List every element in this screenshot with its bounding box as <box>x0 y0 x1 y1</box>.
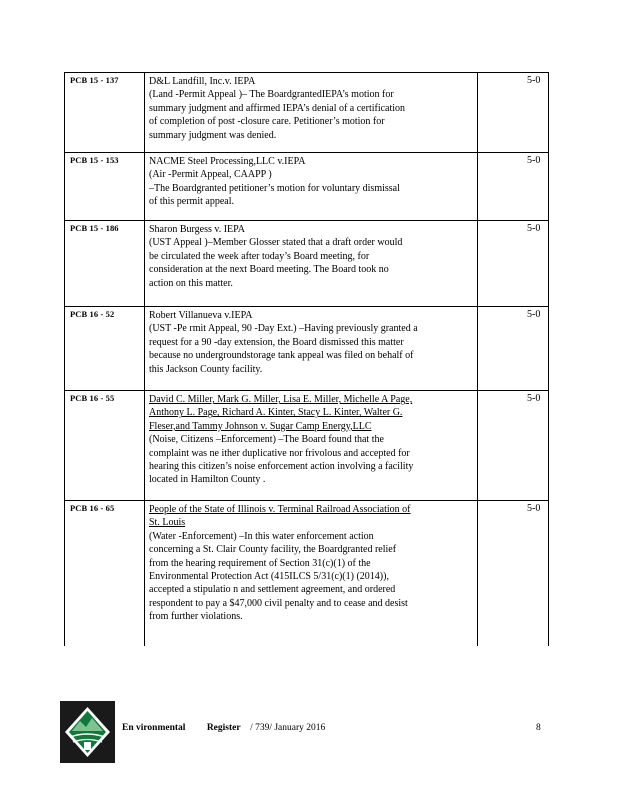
footer-publication: En vironmental Register / 739/ January 2016 <box>122 723 326 733</box>
case-text-line: this Jackson County facility. <box>149 363 263 375</box>
case-number: PCB 16 - 52 <box>70 309 115 319</box>
case-summary <box>149 393 474 487</box>
case-text-line: respondent to pay a $47,000 civil penalty and to cease and desist <box>149 597 408 609</box>
case-summary <box>149 503 474 624</box>
row-separator <box>64 390 549 391</box>
case-text-line: (Land -Permit Appeal )– The BoardgrantedIEPA’s motion for <box>149 89 394 101</box>
case-text-line: –The Boardgranted petitioner’s motion for voluntary dismissal <box>149 182 400 194</box>
page-number: 8 <box>536 723 541 733</box>
case-text-line: of completion of post -closure care. Petitioner’s motion for <box>149 116 385 128</box>
vote-tally: 5-0 <box>527 503 541 514</box>
case-text-line: complaint was ne ither duplicative nor frivolous and accepted for <box>149 447 410 459</box>
case-text-line: St. Louis <box>149 517 186 529</box>
case-text-line: summary judgment was denied. <box>149 129 277 141</box>
case-title-line: Robert Villanueva v.IEPA <box>149 310 253 321</box>
case-title-line: NACME Steel Processing,LLC v.IEPA <box>149 156 306 167</box>
case-text-line: (UST -Pe rmit Appeal, 90 -Day Ext.) –Having previously granted a <box>149 323 418 335</box>
case-text-line: hearing this citizen’s noise enforcement action involving a facility <box>149 461 414 473</box>
case-text-line: Environmental Protection Act (415ILCS 5/31(c)(1) (2014)), <box>149 571 389 583</box>
environmental-register-logo-icon <box>60 701 115 763</box>
case-text-line: (Water -Enforcement) –In this water enforcement action <box>149 530 374 542</box>
row-separator <box>64 220 549 221</box>
row-separator <box>64 500 549 501</box>
case-text-line: (Noise, Citizens –Enforcement) –The Board found that the <box>149 434 384 446</box>
case-title-line: Sharon Burgess v. IEPA <box>149 224 246 235</box>
column-rule-text <box>477 72 478 646</box>
vote-tally: 5-0 <box>527 309 541 320</box>
case-text-line: because no undergroundstorage tank appeal was filed on behalf of <box>149 350 414 362</box>
case-summary <box>149 223 474 290</box>
row-separator <box>64 152 549 153</box>
case-number: PCB 15 - 153 <box>70 155 119 165</box>
case-text-line: of this permit appeal. <box>149 196 234 208</box>
case-text-line: action on this matter. <box>149 277 233 289</box>
page-footer <box>60 701 550 765</box>
case-text-line: from the hearing requirement of Section 31(c)(1) of the <box>149 557 371 569</box>
case-number: PCB 15 - 137 <box>70 75 119 85</box>
case-text-line: concerning a St. Clair County facility, the Boardgranted relief <box>149 544 397 556</box>
case-number: PCB 15 - 186 <box>70 223 119 233</box>
case-text-line: Anthony L. Page, Richard A. Kinter, Stacy L. Kinter, Walter G. <box>149 407 403 419</box>
case-text-line: (UST Appeal )–Member Glosser stated that a draft order would <box>149 237 403 249</box>
column-rule-right <box>548 72 549 646</box>
case-text-line: summary judgment and affirmed IEPA’s denial of a certification <box>149 102 406 114</box>
case-text-line: be circulated the week after today’s Board meeting, for <box>149 250 370 262</box>
case-title-line: D&L Landfill, Inc.v. IEPA <box>149 76 256 87</box>
case-text-line: consideration at the next Board meeting. The Board took no <box>149 264 389 276</box>
case-text-line: from further violations. <box>149 611 243 623</box>
case-text-line: (Air -Permit Appeal, CAAPP ) <box>149 169 272 181</box>
vote-tally: 5-0 <box>527 155 541 166</box>
case-text-line: request for a 90 -day extension, the Board dismissed this matter <box>149 336 404 348</box>
case-summary <box>149 75 474 142</box>
vote-tally: 5-0 <box>527 75 541 86</box>
case-text-line: Fleser,and Tammy Johnson v. Sugar Camp Energy,LLC <box>149 420 372 432</box>
row-separator <box>64 306 549 307</box>
case-summary <box>149 309 474 376</box>
case-title-line: David C. Miller, Mark G. Miller, Lisa E. Miller, Michelle A Page, <box>149 394 413 405</box>
vote-tally: 5-0 <box>527 223 541 234</box>
case-text-line: accepted a stipulatio n and settlement agreement, and ordered <box>149 584 396 596</box>
case-number: PCB 16 - 55 <box>70 393 115 403</box>
case-title-line: People of the State of Illinois v. Terminal Railroad Association of <box>149 504 411 515</box>
case-summary <box>149 155 474 209</box>
case-number: PCB 16 - 65 <box>70 503 115 513</box>
column-rule-left <box>64 72 65 646</box>
vote-tally: 5-0 <box>527 393 541 404</box>
case-text-line: located in Hamilton County . <box>149 474 266 486</box>
